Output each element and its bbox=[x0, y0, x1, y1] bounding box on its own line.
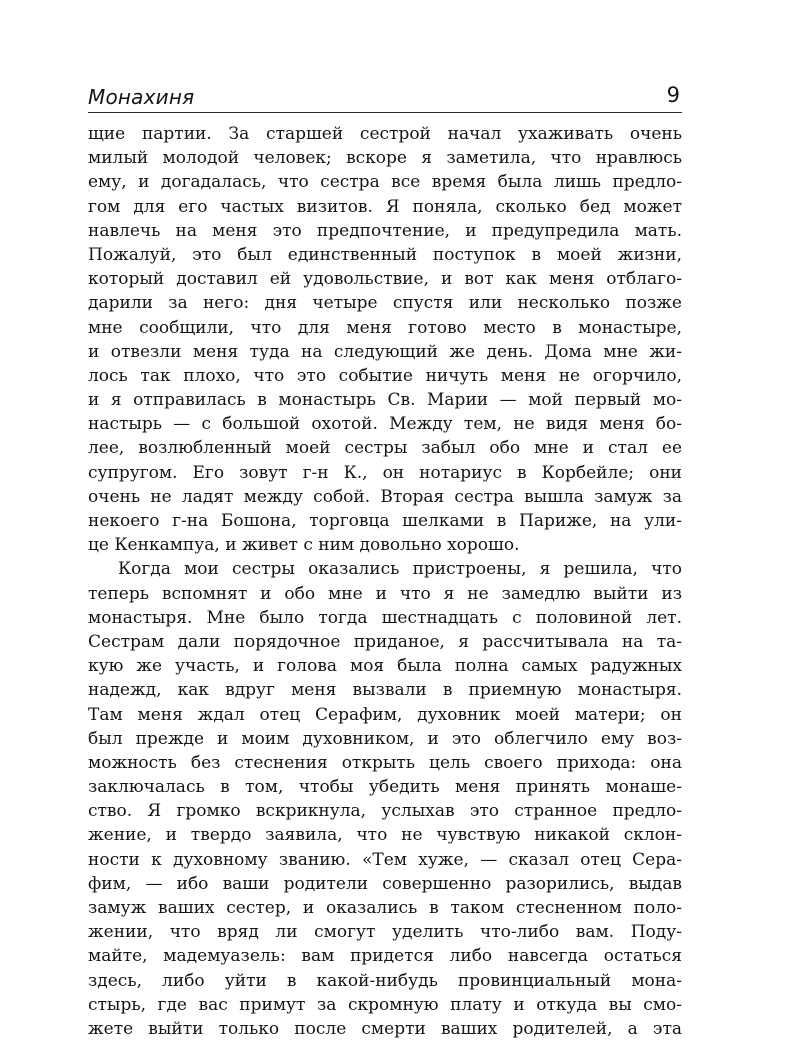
text-line: щие партии. За старшей сестрой начал ухаживать очень bbox=[88, 124, 682, 144]
text-line: можность без стеснения открыть цель своего прихода: она bbox=[88, 752, 682, 773]
text-line: монастыря. Мне было тогда шестнадцать с половиной лет. bbox=[88, 607, 682, 628]
text-line: надежд, как вдруг меня вызвали в приемную монастыря. bbox=[88, 680, 682, 701]
text-line: милый молодой человек; вскоре я заметила, что нравлюсь bbox=[88, 148, 682, 169]
text-line: ности к духовному званию. «Тем хуже, — сказал отец Сера- bbox=[88, 849, 682, 870]
paragraph bbox=[88, 557, 682, 1041]
text-line: здесь, либо уйти в какой-нибудь провинциальный мона- bbox=[88, 970, 682, 991]
text-line: стырь, где вас примут за скромную плату и откуда вы смо- bbox=[88, 994, 682, 1015]
text-line: некоего г-на Бошона, торговца шелками в Париже, на ули- bbox=[88, 511, 682, 531]
text-line: ство. Я громко вскрикнула, услыхав это странное предло- bbox=[88, 801, 682, 822]
text-line: ему, и догадалась, что сестра все время была лишь предло- bbox=[88, 172, 682, 193]
text-line: Там меня ждал отец Серафим, духовник моей матери; он bbox=[88, 704, 682, 725]
text-line: майте, мадемуазель: вам придется либо навсегда остаться bbox=[88, 946, 682, 967]
text-line: и я отправилась в монастырь Св. Марии — мой первый мо- bbox=[88, 390, 682, 411]
text-line: заключалась в том, чтобы убедить меня принять монаше- bbox=[88, 777, 682, 798]
text-line: жение, и твердо заявила, что не чувствую никакой склон- bbox=[88, 825, 682, 846]
text-line: теперь вспомнят и обо мне и что я не замедлю выйти из bbox=[88, 583, 682, 604]
text-line: настырь — с большой охотой. Между тем, не видя меня бо- bbox=[88, 414, 682, 435]
text-line: жете выйти только после смерти ваших родителей, а эта bbox=[88, 1018, 682, 1039]
text-line: гом для его частых визитов. Я поняла, сколько бед может bbox=[88, 196, 682, 217]
text-line: супругом. Его зовут г-н К., он нотариус в Корбейле; они bbox=[88, 462, 682, 483]
book-page bbox=[88, 82, 682, 1039]
running-title: Монахиня bbox=[88, 85, 195, 109]
text-line: замуж ваших сестер, и оказались в таком стесненном поло- bbox=[88, 898, 682, 918]
text-line: Сестрам дали порядочное приданое, я рассчитывала на та- bbox=[88, 631, 682, 652]
text-line: и отвезли меня туда на следующий же день. Дома мне жи- bbox=[88, 341, 682, 362]
text-line: кую же участь, и голова моя была полна самых радужных bbox=[88, 656, 682, 677]
text-line: фим, — ибо ваши родители совершенно разорились, выдав bbox=[88, 873, 682, 894]
text-line: лее, возлюбленный моей сестры забыл обо мне и стал ее bbox=[88, 438, 682, 459]
text-line: жении, что вряд ли смогут уделить что-либо вам. Поду- bbox=[88, 922, 682, 943]
text-line: Когда мои сестры оказались пристроены, я решила, что bbox=[118, 559, 682, 580]
text-line: очень не ладят между собой. Вторая сестра вышла замуж за bbox=[88, 486, 682, 507]
text-line: мне сообщили, что для меня готово место в монастыре, bbox=[88, 317, 682, 338]
page-number: 9 bbox=[666, 83, 680, 107]
text-line: Пожалуй, это был единственный поступок в моей жизни, bbox=[88, 244, 682, 265]
text-line: был прежде и моим духовником, и это облегчило ему воз- bbox=[88, 728, 682, 749]
text-line: це Кенкампуа, и живет с ним довольно хорошо. bbox=[88, 535, 520, 556]
text-line: навлечь на меня это предпочтение, и предупредила мать. bbox=[88, 220, 682, 241]
text-line: который доставил ей удовольствие, и вот как меня отблаго- bbox=[88, 269, 682, 290]
body-text bbox=[88, 122, 682, 1041]
text-line: лось так плохо, что это событие ничуть меня не огорчило, bbox=[88, 365, 682, 386]
text-line: дарили за него: дня четыре спустя или несколько позже bbox=[88, 293, 682, 314]
paragraph bbox=[88, 122, 682, 557]
running-header bbox=[88, 82, 682, 113]
